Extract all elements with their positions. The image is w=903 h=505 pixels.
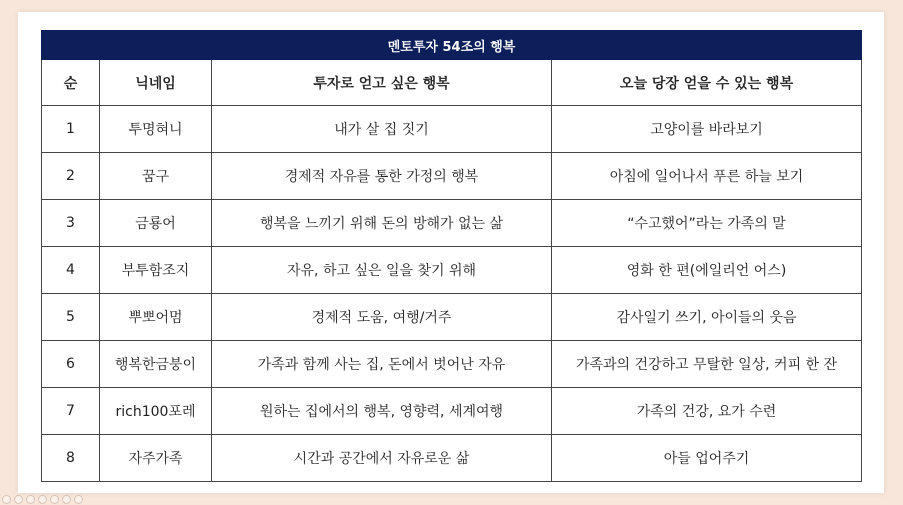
control-dot-icon[interactable] [74, 495, 83, 504]
table-row [42, 435, 862, 482]
slide [18, 12, 884, 493]
header-invest-happiness: 투자로 얻고 싶은 행복 [212, 60, 552, 106]
table-title: 멘토투자 54조의 행복 [42, 31, 862, 60]
happiness-table [41, 30, 862, 482]
cell-number: 7 [42, 388, 100, 435]
cell-nickname: 꿈구 [100, 153, 212, 200]
cell-number: 3 [42, 200, 100, 247]
cell-today-happiness: 영화 한 편(에일리언 어스) [552, 247, 862, 294]
cell-nickname: 부투함조지 [100, 247, 212, 294]
control-dot-icon[interactable] [62, 495, 71, 504]
cell-invest-happiness: 내가 살 집 짓기 [212, 106, 552, 153]
table-row [42, 247, 862, 294]
cell-today-happiness: 가족의 건강, 요가 수련 [552, 388, 862, 435]
cell-number: 2 [42, 153, 100, 200]
cell-invest-happiness: 원하는 집에서의 행복, 영향력, 세계여행 [212, 388, 552, 435]
header-today-happiness: 오늘 당장 얻을 수 있는 행복 [552, 60, 862, 106]
cell-nickname: rich100포레 [100, 388, 212, 435]
table-row [42, 200, 862, 247]
table-header-row [42, 60, 862, 106]
cell-number: 1 [42, 106, 100, 153]
header-number: 순 [42, 60, 100, 106]
control-dot-icon[interactable] [50, 495, 59, 504]
cell-today-happiness: “수고했어”라는 가족의 말 [552, 200, 862, 247]
cell-invest-happiness: 경제적 자유를 통한 가정의 행복 [212, 153, 552, 200]
header-nickname: 닉네임 [100, 60, 212, 106]
cell-number: 8 [42, 435, 100, 482]
cell-invest-happiness: 가족과 함께 사는 집, 돈에서 벗어난 자유 [212, 341, 552, 388]
table-row [42, 388, 862, 435]
cell-nickname: 행복한금붕이 [100, 341, 212, 388]
cell-nickname: 뿌뽀어멈 [100, 294, 212, 341]
cell-nickname: 금룡어 [100, 200, 212, 247]
cell-nickname: 자주가족 [100, 435, 212, 482]
cell-invest-happiness: 자유, 하고 싶은 일을 찾기 위해 [212, 247, 552, 294]
cell-invest-happiness: 행복을 느끼기 위해 돈의 방해가 없는 삶 [212, 200, 552, 247]
cell-number: 4 [42, 247, 100, 294]
control-dot-icon[interactable] [38, 495, 47, 504]
cell-invest-happiness: 경제적 도움, 여행/거주 [212, 294, 552, 341]
cell-number: 6 [42, 341, 100, 388]
cell-today-happiness: 아침에 일어나서 푸른 하늘 보기 [552, 153, 862, 200]
table-row [42, 106, 862, 153]
table-row [42, 341, 862, 388]
cell-today-happiness: 아들 업어주기 [552, 435, 862, 482]
slide-control-strip [0, 493, 162, 505]
cell-today-happiness: 고양이를 바라보기 [552, 106, 862, 153]
table-title-row [42, 31, 862, 60]
cell-invest-happiness: 시간과 공간에서 자유로운 삶 [212, 435, 552, 482]
control-dot-icon[interactable] [26, 495, 35, 504]
cell-number: 5 [42, 294, 100, 341]
table-row [42, 294, 862, 341]
cell-today-happiness: 감사일기 쓰기, 아이들의 웃음 [552, 294, 862, 341]
control-dot-icon[interactable] [14, 495, 23, 504]
table-row [42, 153, 862, 200]
cell-nickname: 투명혀니 [100, 106, 212, 153]
cell-today-happiness: 가족과의 건강하고 무탈한 일상, 커피 한 잔 [552, 341, 862, 388]
control-dot-icon[interactable] [2, 495, 11, 504]
